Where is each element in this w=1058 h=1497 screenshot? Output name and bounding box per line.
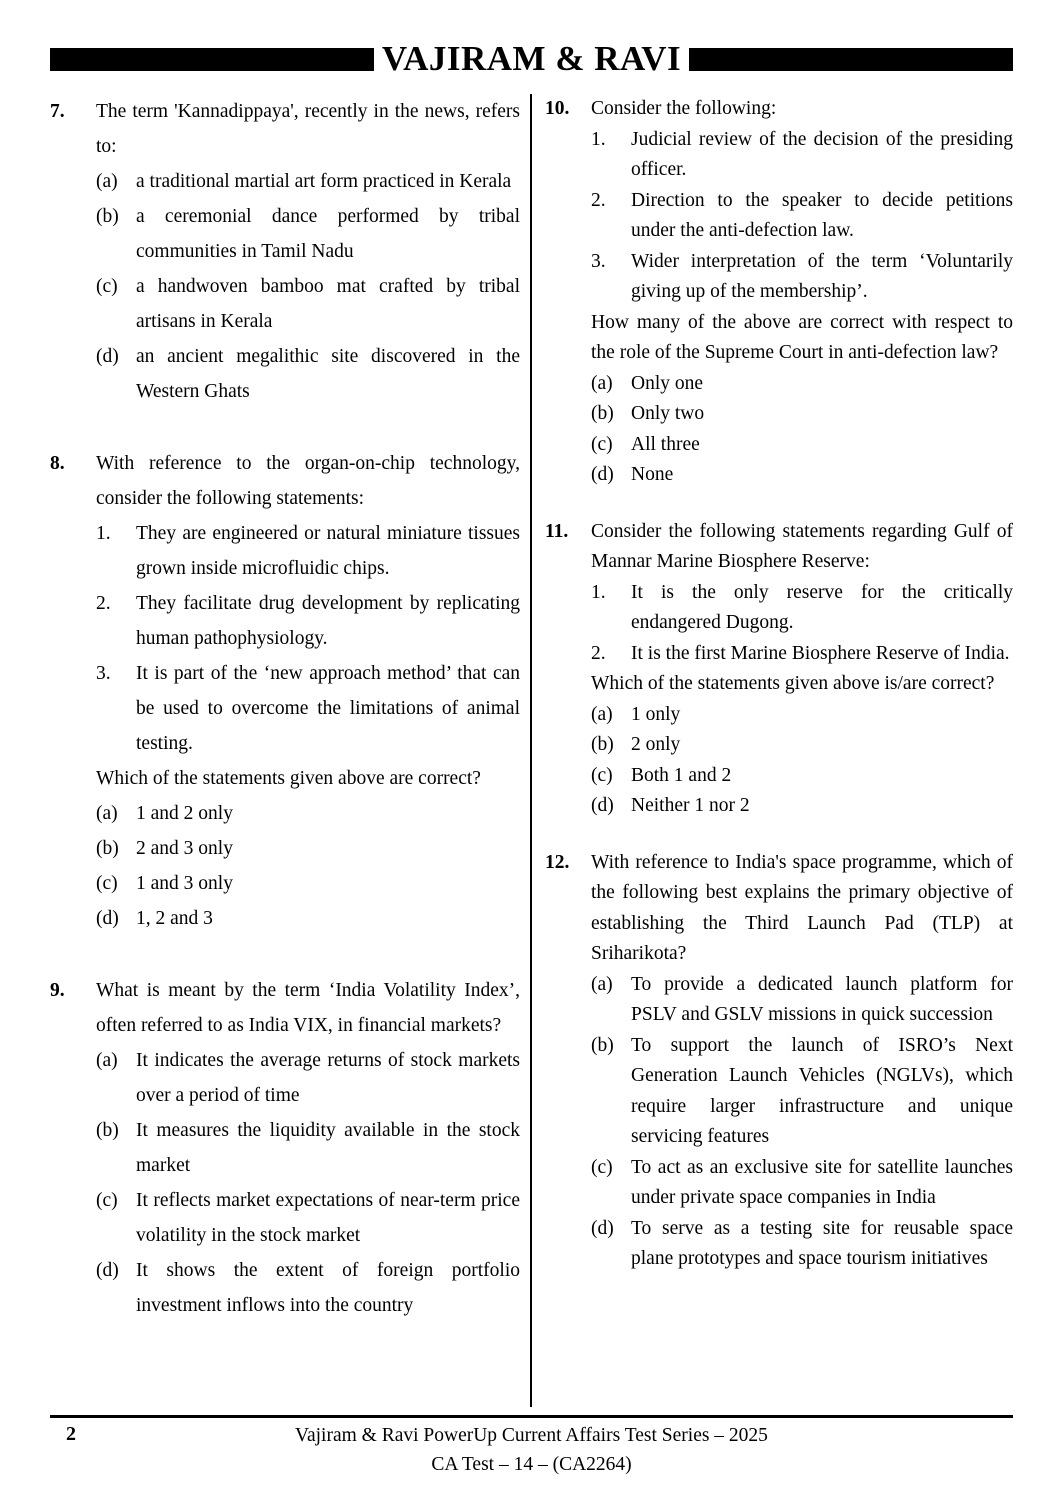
option-letter: (d)	[591, 795, 614, 816]
statement-item	[96, 586, 520, 656]
option-item	[96, 269, 520, 339]
option-text: Both 1 and 2	[631, 764, 732, 786]
column-left	[50, 94, 520, 1415]
page-footer	[50, 1415, 1013, 1479]
option-letter: (b)	[96, 206, 119, 227]
question-item	[50, 94, 520, 409]
question-number: 10.	[545, 98, 570, 119]
statement-text: It is the first Marine Biosphere Reserve of India.	[631, 642, 1010, 664]
option-text: All three	[631, 433, 700, 455]
option-letter: (b)	[96, 1120, 119, 1141]
option-letter: (a)	[591, 372, 613, 394]
option-item	[96, 1183, 520, 1253]
option-item	[96, 1043, 520, 1113]
statement-item	[591, 186, 1013, 247]
option-item	[591, 970, 1013, 1031]
question-body	[96, 94, 520, 409]
option-letter: (d)	[591, 464, 614, 485]
question-number: 11.	[545, 520, 569, 542]
option-letter: (b)	[591, 734, 614, 755]
option-text: a traditional martial art form practiced in Kerala	[136, 171, 512, 192]
option-letter: (c)	[96, 276, 118, 297]
option-text: Only one	[631, 372, 704, 394]
option-item	[591, 1031, 1013, 1153]
question-item	[545, 517, 1013, 822]
option-letter: (b)	[591, 1034, 614, 1056]
question-body	[591, 848, 1013, 1275]
statement-item	[96, 656, 520, 761]
option-text: Neither 1 nor 2	[631, 795, 750, 816]
statement-item	[591, 125, 1013, 186]
option-letter: (c)	[591, 1156, 613, 1178]
statement-number: 3.	[591, 250, 606, 272]
footer-test-code: CA Test – 14 – (CA2264)	[431, 1454, 632, 1475]
option-letter: (c)	[96, 873, 118, 894]
question-body	[96, 446, 520, 936]
option-item	[96, 164, 520, 199]
option-text: It shows the extent of foreign portfolio investment inflows into the country	[136, 1260, 520, 1316]
option-letter: (a)	[96, 171, 118, 192]
option-item	[591, 761, 1013, 792]
question-body	[591, 94, 1013, 491]
column-divider	[530, 94, 532, 1407]
statement-number: 2.	[591, 642, 606, 664]
question-columns	[50, 72, 1013, 1415]
option-item	[96, 831, 520, 866]
question-number: 7.	[50, 101, 65, 122]
option-text: Only two	[631, 403, 705, 424]
option-item	[591, 430, 1013, 461]
option-item	[591, 460, 1013, 491]
option-item	[96, 1113, 520, 1183]
question-item	[50, 446, 520, 936]
statement-number: 1.	[591, 581, 606, 603]
question-item	[545, 94, 1013, 491]
option-text: None	[631, 464, 674, 485]
question-stem: How many of the above are correct with respect to the role of the Supreme Court in anti-defection law?	[591, 311, 1013, 363]
page-header	[50, 39, 1013, 78]
option-text: It measures the liquidity available in the stock market	[136, 1120, 520, 1176]
question-intro: The term 'Kannadippaya', recently in the news, refers to:	[96, 101, 520, 157]
option-letter: (c)	[591, 433, 613, 455]
option-item	[591, 700, 1013, 731]
option-text: an ancient megalithic site discovered in the Western Ghats	[136, 346, 520, 402]
option-letter: (d)	[96, 346, 119, 367]
option-item	[591, 1214, 1013, 1275]
option-text: 1, 2 and 3	[136, 908, 213, 929]
statement-item	[591, 639, 1013, 670]
statement-text: They facilitate drug development by replicating human pathophysiology.	[136, 593, 520, 649]
option-text: a ceremonial dance performed by tribal communities in Tamil Nadu	[136, 206, 520, 262]
statement-number: 1.	[591, 128, 606, 150]
option-item	[96, 866, 520, 901]
column-right	[545, 94, 1013, 1415]
option-letter: (b)	[591, 403, 614, 424]
footer-series-title: Vajiram & Ravi PowerUp Current Affairs Test Series – 2025	[295, 1425, 768, 1446]
question-item	[545, 848, 1013, 1275]
question-number: 12.	[545, 851, 570, 873]
option-text: 2 and 3 only	[136, 838, 233, 859]
statement-text: Direction to the speaker to decide petitions under the anti-defection law.	[631, 189, 1013, 241]
question-body	[96, 973, 520, 1323]
option-text: It indicates the average returns of stock markets over a period of time	[136, 1050, 520, 1106]
option-item	[96, 901, 520, 936]
option-item	[591, 1153, 1013, 1214]
statement-item	[96, 516, 520, 586]
statement-item	[591, 247, 1013, 308]
option-letter: (a)	[591, 973, 613, 995]
statement-number: 1.	[96, 523, 111, 544]
option-text: It reflects market expectations of near-term price volatility in the stock market	[136, 1190, 520, 1246]
question-body	[591, 517, 1013, 822]
option-item	[96, 339, 520, 409]
option-text: To support the launch of ISRO’s Next Generation Launch Vehicles (NGLVs), which require larger infrastructure and unique servicing features	[631, 1034, 1013, 1147]
option-item	[591, 369, 1013, 400]
question-stem: Which of the statements given above is/are correct?	[591, 673, 995, 694]
option-item	[96, 796, 520, 831]
statement-number: 3.	[96, 663, 111, 684]
option-text: 2 only	[631, 734, 681, 755]
option-letter: (a)	[96, 1050, 118, 1071]
option-item	[591, 730, 1013, 761]
question-number: 8.	[50, 453, 65, 474]
option-text: a handwoven bamboo mat crafted by tribal artisans in Kerala	[136, 276, 520, 332]
option-text: To serve as a testing site for reusable space plane prototypes and space tourism initiatives	[631, 1217, 1013, 1269]
option-letter: (d)	[96, 908, 119, 929]
question-number: 9.	[50, 980, 65, 1001]
page-number: 2	[66, 1423, 76, 1445]
option-text: 1 only	[631, 703, 681, 725]
option-item	[96, 1253, 520, 1323]
statement-text: Wider interpretation of the term ‘Voluntarily giving up of the membership’.	[631, 250, 1013, 302]
option-letter: (d)	[591, 1217, 614, 1239]
question-intro: With reference to the organ-on-chip technology, consider the following statements:	[96, 453, 520, 509]
option-letter: (a)	[591, 703, 613, 725]
brand-title: VAJIRAM & RAVI	[381, 39, 682, 78]
statement-number: 2.	[591, 189, 606, 211]
statement-number: 2.	[96, 593, 111, 614]
option-letter: (c)	[96, 1190, 118, 1211]
question-intro: With reference to India's space programme, which of the following best explains the primary objective of establishing the Third Launch Pad (TLP) at Sriharikota?	[591, 851, 1013, 964]
question-stem: Which of the statements given above are correct?	[96, 768, 481, 789]
question-item	[50, 973, 520, 1323]
header-right-bar	[689, 48, 1013, 71]
option-text: 1 and 3 only	[136, 873, 233, 894]
option-text: To act as an exclusive site for satellite launches under private space companies in India	[631, 1156, 1013, 1208]
statement-text: It is part of the ‘new approach method’ that can be used to overcome the limitations of animal testing.	[136, 663, 520, 754]
question-intro: What is meant by the term ‘India Volatility Index’, often referred to as India VIX, in financial markets?	[96, 980, 520, 1036]
statement-text: Judicial review of the decision of the presiding officer.	[631, 128, 1013, 180]
header-left-bar	[50, 48, 374, 71]
statement-text: They are engineered or natural miniature tissues grown inside microfluidic chips.	[136, 523, 520, 579]
question-intro: Consider the following:	[591, 98, 777, 119]
option-letter: (b)	[96, 838, 119, 859]
question-intro: Consider the following statements regarding Gulf of Mannar Marine Biosphere Reserve:	[591, 520, 1013, 572]
option-letter: (a)	[96, 803, 118, 824]
option-item	[96, 199, 520, 269]
option-item	[591, 399, 1013, 430]
statement-text: It is the only reserve for the critically endangered Dugong.	[631, 581, 1013, 633]
option-item	[591, 791, 1013, 822]
option-letter: (d)	[96, 1260, 119, 1281]
statement-item	[591, 578, 1013, 639]
option-letter: (c)	[591, 764, 613, 786]
option-text: To provide a dedicated launch platform for PSLV and GSLV missions in quick succession	[631, 973, 1013, 1025]
option-text: 1 and 2 only	[136, 803, 233, 824]
